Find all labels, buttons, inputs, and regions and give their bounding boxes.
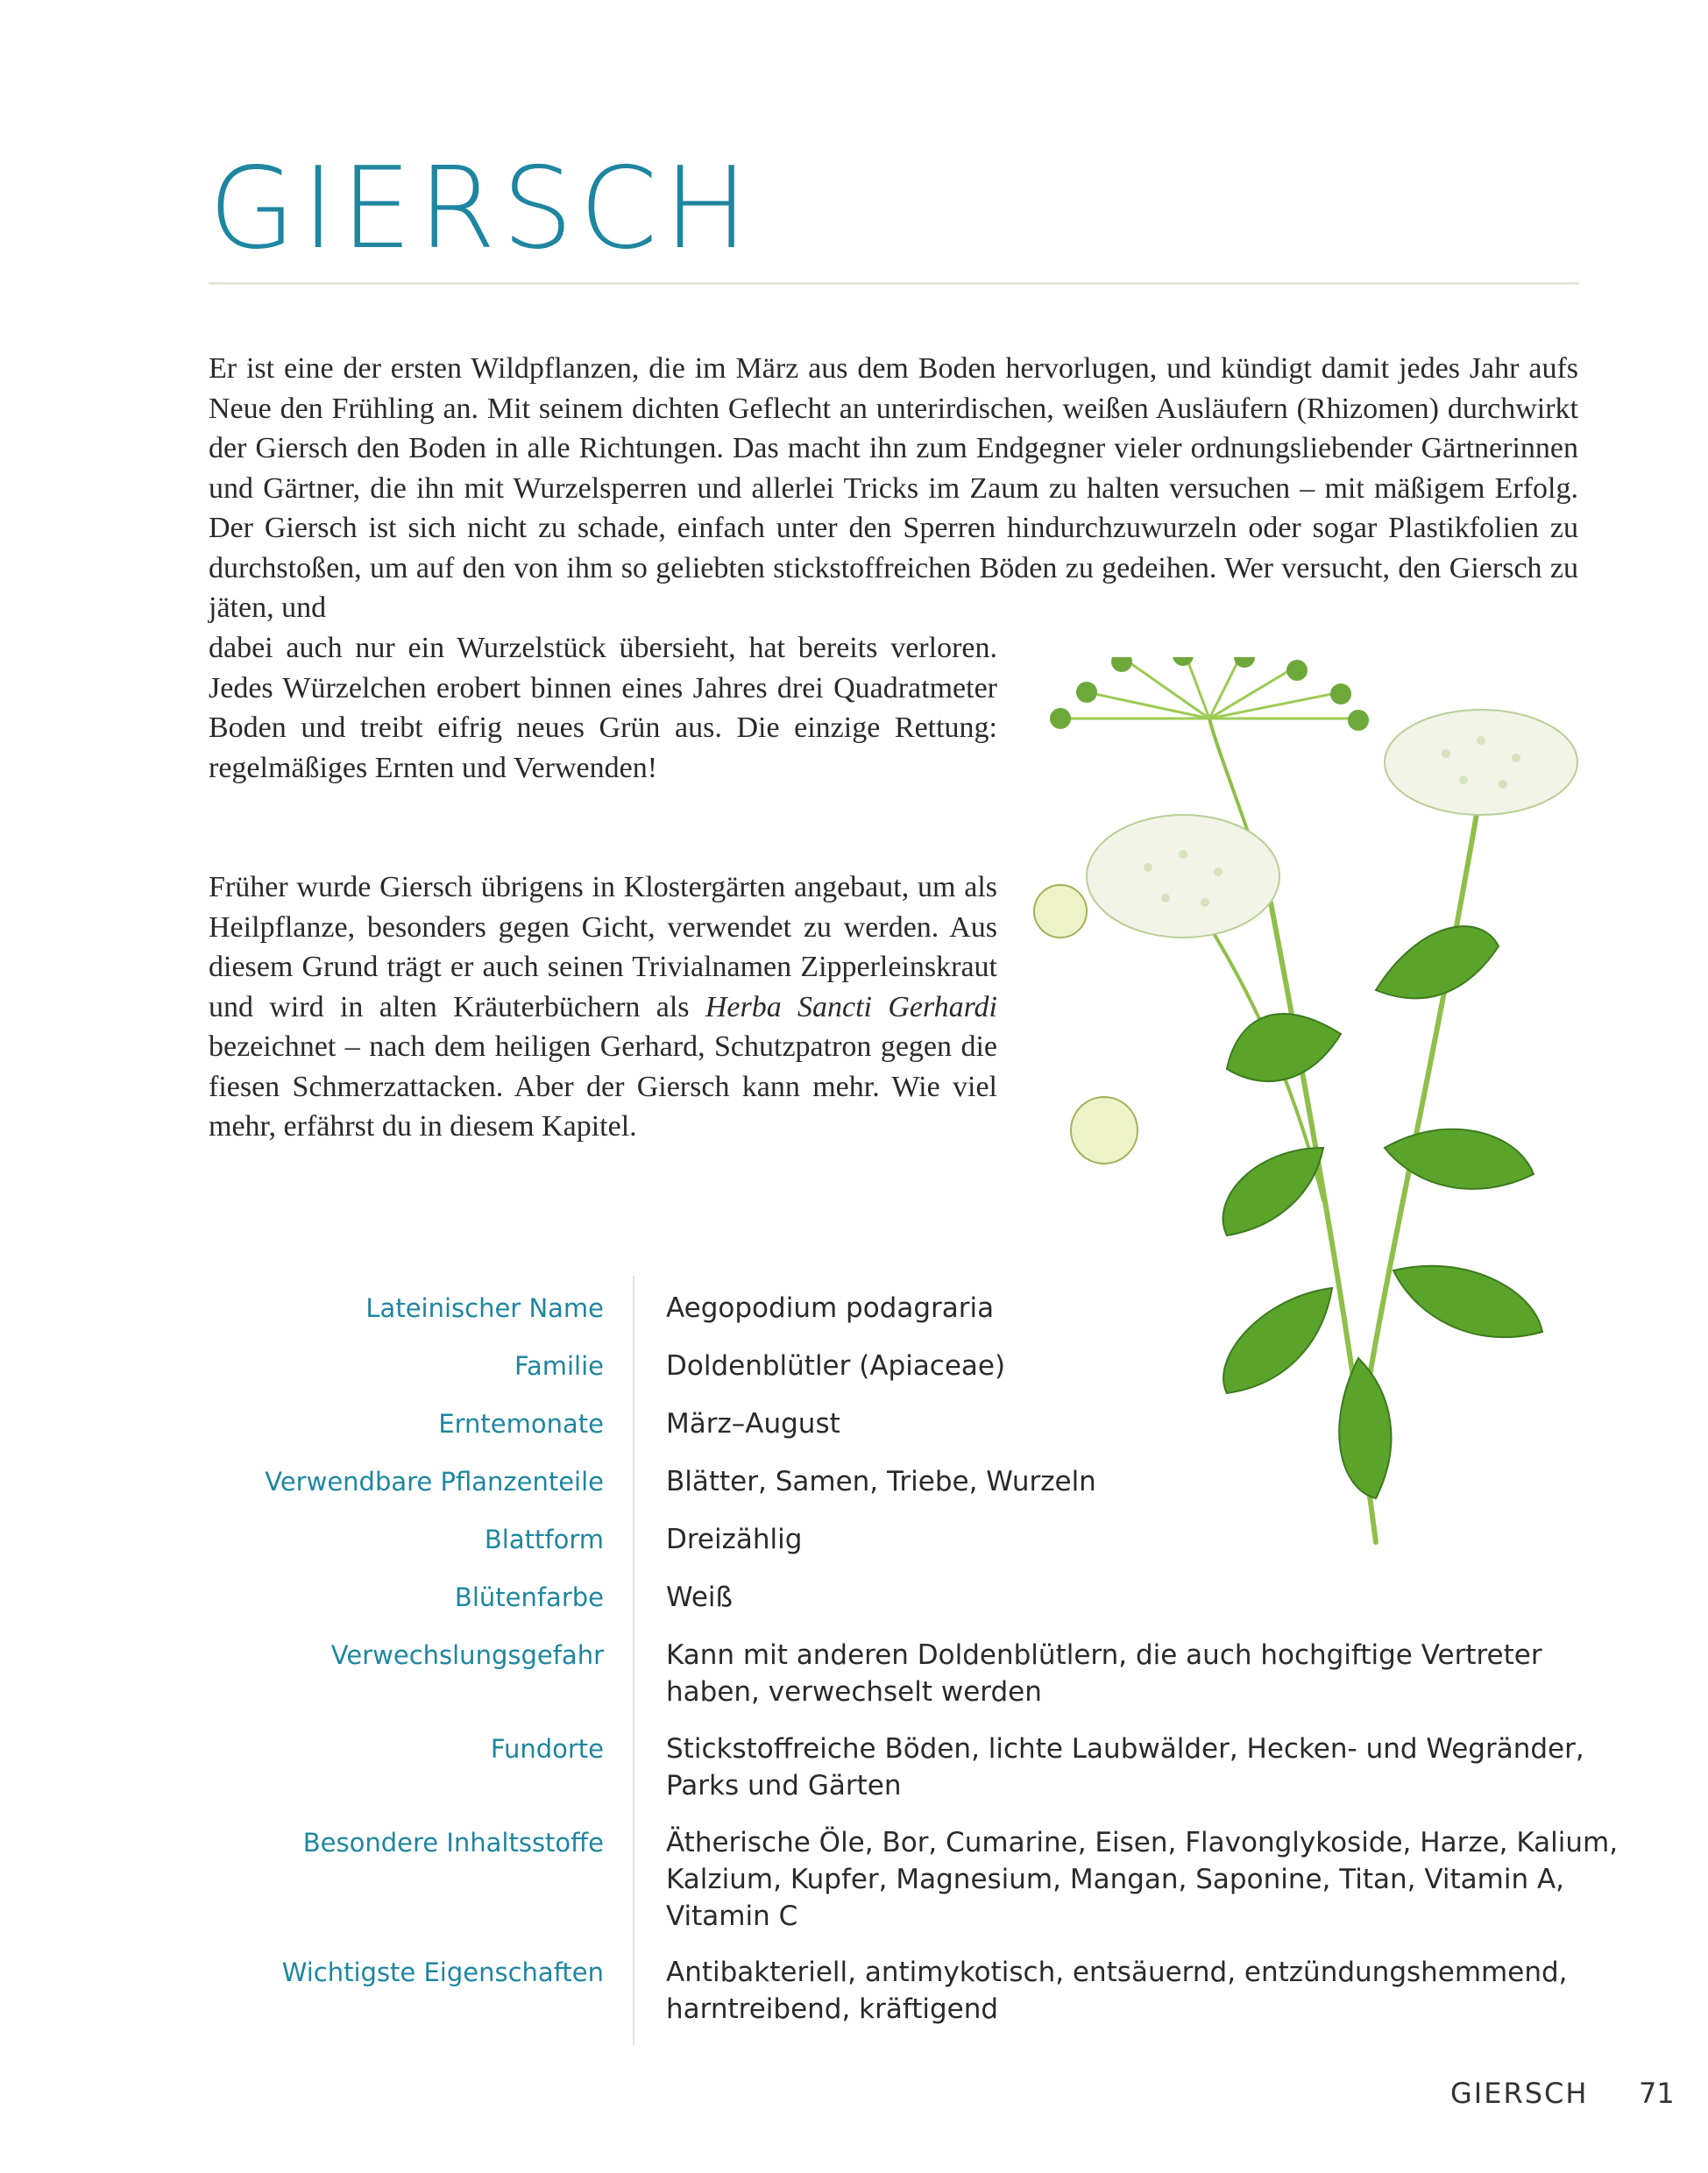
fact-label: Erntemonate <box>438 1409 604 1439</box>
fact-value: Weiß <box>666 1582 734 1613</box>
fact-value: Dreizählig <box>666 1524 803 1555</box>
running-footer-title: GIERSCH <box>1450 2077 1589 2110</box>
fact-value: Blätter, Samen, Triebe, Wurzeln <box>666 1466 1096 1497</box>
fact-label: Blattform <box>484 1525 604 1554</box>
intro-paragraph-1-continued: dabei auch nur ein Wurzelstück übersieht, hat bereits verloren. Jedes Würzelchen erobert binnen eines Jahres drei Quadratmeter Boden und treibt eifrig neues Grün aus. Die einzige Rettung: regelmäßiges Ernten und Verwenden! <box>209 632 997 784</box>
fact-value: Stickstoffreiche Böden, lichte Laubwälder, Hecken- und Wegränder, Parks und Gärten <box>666 1733 1584 1801</box>
intro-paragraph-2 <box>209 867 997 1147</box>
fact-label: Verwendbare Pflanzenteile <box>265 1467 604 1497</box>
fact-label: Blütenfarbe <box>454 1582 604 1612</box>
fact-value: Aegopodium podagraria <box>666 1292 995 1324</box>
fact-value: Kann mit anderen Doldenblütlern, die auch hochgiftige Vertreter haben, verwechselt werden <box>666 1639 1542 1708</box>
latin-name-italic: Herba Sancti Gerhardi <box>705 990 997 1023</box>
intro-paragraph-2-end: bezeichnet – nach dem heiligen Gerhard, Schutzpatron gegen die fiesen Schmerzattacken. Aber der Giersch kann mehr. Wie viel mehr, erfährst du in diesem Kapitel. <box>209 1030 997 1143</box>
fact-label: Wichtigste Eigenschaften <box>281 1957 604 1987</box>
fact-label: Verwechslungsgefahr <box>330 1640 604 1670</box>
page-number: 71 <box>1639 2077 1675 2110</box>
fact-value: Antibakteriell, antimykotisch, entsäuernd, entzündungshemmend, harntreibend, kräftigend <box>666 1957 1568 2025</box>
fact-value: Doldenblütler (Apiaceae) <box>666 1350 1006 1382</box>
intro-paragraph-1: Er ist eine der ersten Wildpflanzen, die im März aus dem Boden hervorlugen, und kündigt damit jedes Jahr aufs Neue den Frühling an. Mit seinem dichten Geflecht an unterirdischen, weißen Ausläufern (Rhizomen) durchwirkt der Giersch den Boden in alle Richtungen. Das macht ihn zum Endgegner vieler ordnungsliebender Gärtnerinnen und Gärtner, die ihn mit Wurzelsperren und allerlei Tricks im Zaum zu halten versuchen – mit mäßigem Erfolg. Der Giersch ist sich nicht zu schade, einfach unter den Sperren hindurchzuwurzeln oder sogar Plastikfolien zu durchstoßen, um auf den von ihm so geliebten stickstoffreichen Böden zu gedeihen. Wer versucht, den Giersch zu jäten, und <box>209 352 1578 624</box>
white-flower-umbels <box>1087 710 1577 938</box>
flower-detail <box>1034 885 1137 1164</box>
fact-label: Fundorte <box>490 1734 604 1764</box>
umbel-rays-top <box>1060 657 1358 718</box>
intro-paragraph-2-start: Früher wurde Giersch übrigens in Klostergärten angebaut, um als Heilpflanze, besonders gegen Gicht, verwendet zu werden. Aus diesem Grund trägt er auch seinen Trivialnamen Zipperleinskraut und wird in alten Kräuterbüchern als <box>209 871 997 1023</box>
fact-label: Familie <box>514 1351 604 1381</box>
facts-table-divider <box>633 1276 634 2045</box>
fact-label: Lateinischer Name <box>365 1293 604 1323</box>
fact-value: Ätherische Öle, Bor, Cumarine, Eisen, Flavonglykoside, Harze, Kalium, Kalzium, Kupfer, Magnesium, Mangan, Saponine, Titan, Vitamin A, Vitamin C <box>666 1827 1619 1932</box>
page-title: GIERSCH <box>209 144 755 274</box>
fact-value: März–August <box>666 1408 840 1440</box>
title-divider <box>209 282 1579 285</box>
fact-label: Besondere Inhaltsstoffe <box>302 1828 604 1858</box>
